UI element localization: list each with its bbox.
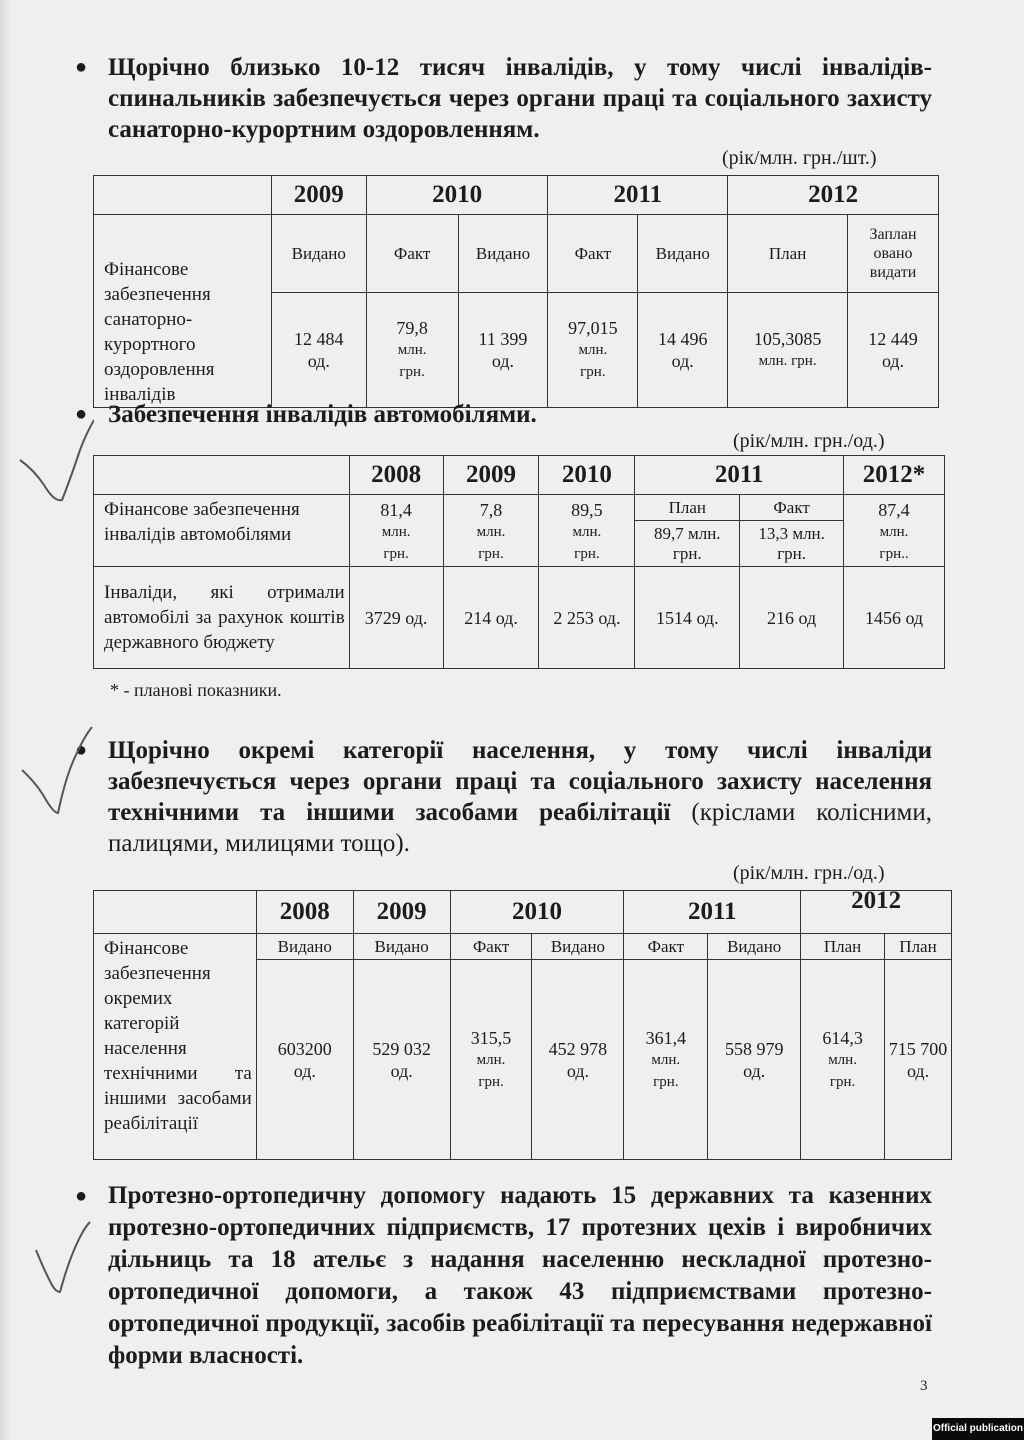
subheader-cell: Видано: [256, 934, 353, 960]
value-cell: 7,8 млн. грн.: [443, 495, 539, 567]
row-label: Інваліди, які отримали автомобілі за рахунок коштів державного бюджету: [94, 567, 350, 669]
year-header: 2010: [539, 456, 635, 495]
subheader-cell: Факт: [548, 215, 638, 293]
value-cell: 81,4 млн. грн.: [349, 495, 443, 567]
rehab-table: [93, 887, 952, 1160]
value-cell: 12 449 од.: [848, 293, 939, 408]
cars-table: [93, 455, 945, 669]
scan-edge: [0, 0, 10, 1440]
paragraph-cars: [75, 399, 932, 430]
subheader-cell: План: [885, 934, 952, 960]
subheader-cell: Факт: [624, 934, 708, 960]
subheader-cell: Видано: [638, 215, 728, 293]
empty-cell: [94, 891, 257, 934]
subheader-cell: Заплан овано видати: [848, 215, 939, 293]
year-header: 2009: [353, 891, 450, 934]
value-cell: 529 032 од.: [353, 960, 450, 1160]
year-header: 2010: [366, 176, 548, 215]
value-cell: 105,3085 млн. грн.: [728, 293, 848, 408]
value-cell: 11 399 од.: [458, 293, 548, 408]
year-header: 2012: [728, 176, 939, 215]
paragraph-sanatorium: [75, 52, 932, 145]
year-header: 2008: [349, 456, 443, 495]
paragraph-rehab: [75, 735, 932, 859]
subheader-cell: Факт: [450, 934, 532, 960]
year-header: 2011: [635, 456, 844, 495]
value-cell: 715 700 од.: [885, 960, 952, 1160]
page-number: 3: [920, 1378, 928, 1394]
value-cell: 452 978 од.: [532, 960, 624, 1160]
paragraph-text: Щорічно окремі категорії населення, у тому числі інваліди забезпечується через органи праці та соціального захисту населення технічними та іншими засобами реабілітації (кріслами колісними, палицями, милицями тощо).: [108, 737, 932, 857]
row-label: Фінансове забезпечення окремих категорій населення технічними та іншими засобами реабілітації: [94, 934, 257, 1160]
subheader-cell: Факт: [366, 215, 458, 293]
subheader-cell: Видано: [271, 215, 366, 293]
year-header: 2011: [548, 176, 728, 215]
unit-label: (рік/млн. грн./од.): [733, 430, 885, 452]
value-cell: 603200 од.: [256, 960, 353, 1160]
row-label: Фінансове забезпечення санаторно-курортного оздоровлення інвалідів: [94, 215, 272, 408]
table-subheader-row: [94, 215, 939, 293]
bullet-icon: ●: [75, 1185, 88, 1207]
value-cell: 89,5 млн. грн.: [539, 495, 635, 567]
table-header-row: [94, 456, 945, 495]
paragraph-text: Щорічно близько 10-12 тисяч інвалідів, у тому числі інвалідів-спинальників забезпечується через органи праці та соціального захисту санаторно-курортним оздоровленням.: [108, 54, 932, 143]
value-cell: 97,015 млн. грн.: [548, 293, 638, 408]
year-header: 2009: [271, 176, 366, 215]
subheader-cell: Факт: [740, 495, 844, 521]
value-cell: 216 од: [740, 567, 844, 669]
value-cell: 361,4 млн. грн.: [624, 960, 708, 1160]
value-cell: 12 484 од.: [271, 293, 366, 408]
year-header: 2008: [256, 891, 353, 934]
value-cell: 87,4 млн. грн..: [844, 495, 945, 567]
table-header-row: [94, 891, 952, 934]
value-cell: 79,8 млн. грн.: [366, 293, 458, 408]
empty-cell: [94, 456, 350, 495]
value-cell: 13,3 млн. грн.: [740, 521, 844, 567]
year-header: 2012: [801, 891, 952, 934]
table-row: [94, 567, 945, 669]
paragraph-prosthetics: [75, 1180, 932, 1372]
subheader-cell: Видано: [532, 934, 624, 960]
unit-label: (рік/млн. грн./шт.): [722, 147, 877, 169]
official-publication-badge: Official publication: [932, 1418, 1024, 1440]
paragraph-text: Забезпечення інвалідів автомобілями.: [108, 401, 537, 428]
value-cell: 558 979 од.: [708, 960, 801, 1160]
year-header: 2009: [443, 456, 539, 495]
sanatorium-table: [93, 175, 939, 408]
bullet-icon: ●: [75, 739, 88, 761]
subheader-cell: Видано: [708, 934, 801, 960]
table-header-row: [94, 176, 939, 215]
year-header: 2012*: [844, 456, 945, 495]
unit-label: (рік/млн. грн./од.): [733, 862, 885, 884]
bullet-icon: ●: [75, 403, 88, 425]
checkmark-icon: [14, 400, 94, 510]
value-cell: 214 од.: [443, 567, 539, 669]
row-label: Фінансове забезпечення інвалідів автомобілями: [94, 495, 350, 567]
footnote: * - планові показники.: [110, 680, 282, 700]
value-cell: 89,7 млн. грн.: [635, 521, 740, 567]
table-subheader-row: [94, 934, 952, 960]
bullet-icon: ●: [75, 56, 88, 78]
value-cell: 614,3 млн. грн.: [801, 960, 885, 1160]
subheader-cell: Видано: [353, 934, 450, 960]
subheader-cell: План: [728, 215, 848, 293]
value-cell: 1514 од.: [635, 567, 740, 669]
paragraph-text: Протезно-ортопедичну допомогу надають 15 державних та казенних протезно-ортопедичних підприємств, 17 протезних цехів і виробничих дільниць та 18 ательє з надання населенню нескладної протезно-ортопедичної допомоги, а також 43 підприємствами протезно-ортопедичної продукції, засобів реабілітації та пересування недержавної форми власності.: [108, 1182, 932, 1369]
table-row: [94, 495, 945, 521]
value-cell: 1456 од: [844, 567, 945, 669]
empty-cell: [94, 176, 272, 215]
value-cell: 2 253 од.: [539, 567, 635, 669]
checkmark-icon: [18, 725, 98, 825]
year-header: 2011: [624, 891, 801, 934]
value-cell: 3729 од.: [349, 567, 443, 669]
checkmark-icon: [30, 1210, 100, 1310]
subheader-cell: План: [635, 495, 740, 521]
year-header: 2010: [450, 891, 624, 934]
subheader-cell: План: [801, 934, 885, 960]
value-cell: 315,5 млн. грн.: [450, 960, 532, 1160]
value-cell: 14 496 од.: [638, 293, 728, 408]
subheader-cell: Видано: [458, 215, 548, 293]
